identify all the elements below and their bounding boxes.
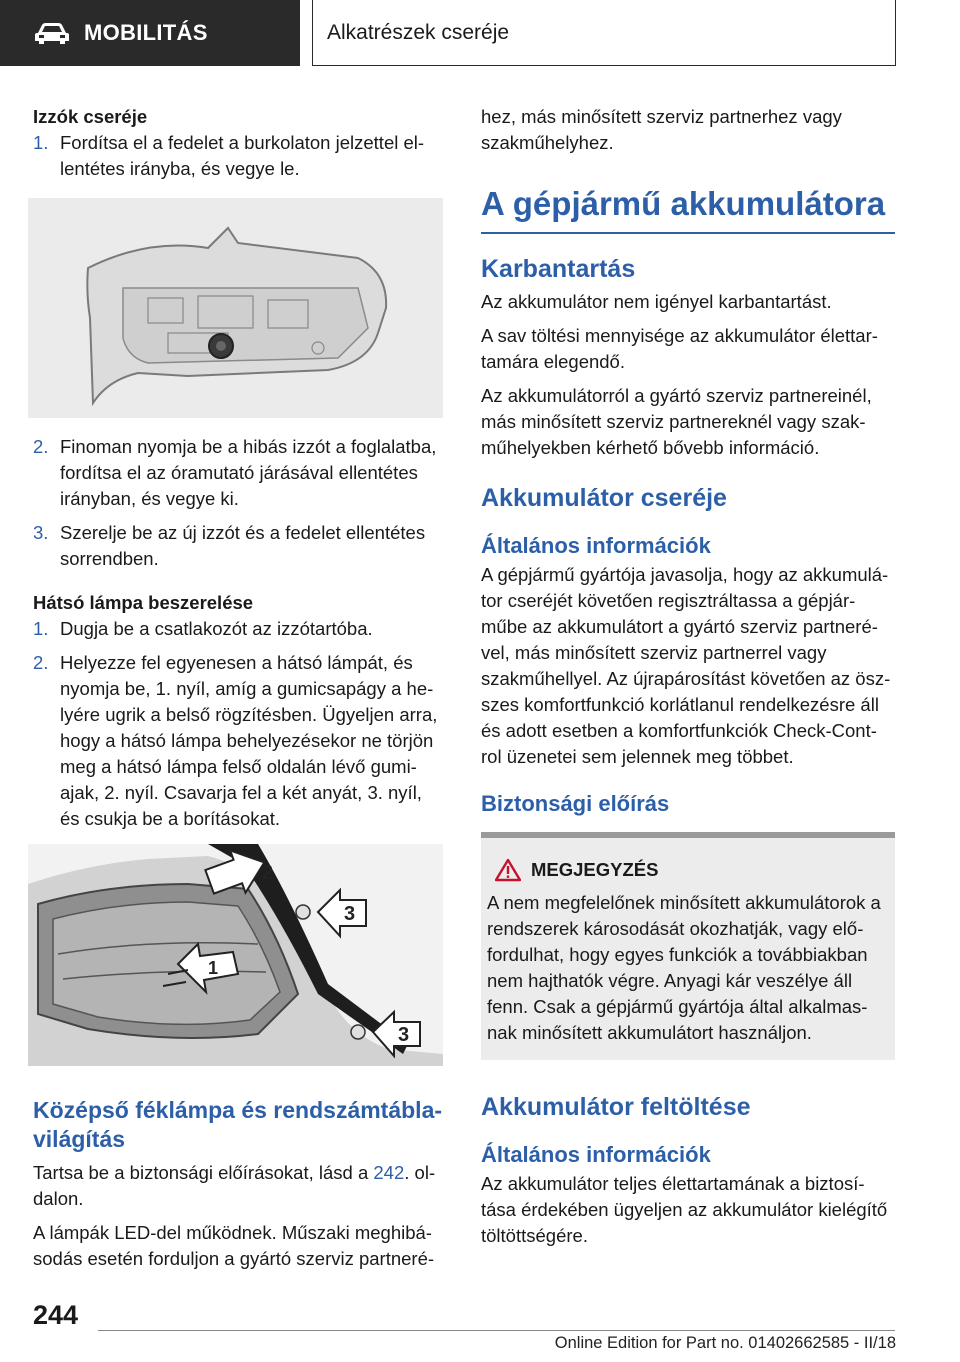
- general-info-paragraph: A gépjármű gyártója javasolja, hogy az akkumulá-tor cseréjét követően regisztráltassa a gépjár-műbe az akkumulátort a gyártó szerviz partneré-vel, más minősített szerviz partnerrel vagy szakműhellyel. Az újrapárosítást követően az ösz-szes komfortfunkció korlátlanul rendelkezésre áll és adott esetben a komfortfunkciók Check-Cont-rol üzenetei sem jelennek meg többet.: [481, 564, 891, 767]
- notice-title: [487, 858, 887, 882]
- step-text: Szerelje be az új izzót és a fedelet ellentétes sorrendben.: [60, 522, 426, 569]
- brake-light-paragraph-2: A lámpák LED-del működnek. Műszaki meghibá-sodás esetén forduljon a gyártó szerviz partneré-: [33, 1222, 435, 1269]
- arrow-label: 3: [398, 1024, 410, 1046]
- page-number: 244: [33, 1300, 79, 1330]
- step-number: 1.: [33, 132, 49, 153]
- step-text: Dugja be a csatlakozót az izzótartóba.: [60, 618, 373, 639]
- tail-lamp-cover-illustration: [28, 198, 443, 418]
- car-icon: [34, 21, 70, 45]
- charging-paragraph: Az akkumulátor teljes élettartamának a biztosí-tása érdekében ügyeljen az akkumulátor kielégítő töltöttségére.: [481, 1173, 888, 1246]
- step-text: Helyezze fel egyenesen a hátsó lámpát, és nyomja be, 1. nyíl, amíg a gumicsapágy a he-lyére ugrik a belső rögzítésben. Ügyeljen arra, hogy a hátsó lámpa behelyezésekor ne törjön meg a hátsó lámpa felső oldalán lévő gumi-ajak, 2. nyíl. Csavarja fel a két anyát, 3. nyíl, és csukja be a borításokat.: [60, 652, 438, 829]
- bulb-replacement-heading: Izzók cseréje: [33, 106, 148, 127]
- maintenance-paragraph-3: Az akkumulátorról a gyártó szerviz partnereinél, más minősített szerviz partnereknél vagy szak-műhelyekben kérhető bővebb információ.: [481, 385, 872, 458]
- continued-paragraph: hez, más minősített szerviz partnerhez vagy szakműhelyhez.: [481, 106, 842, 153]
- edition-footer: Online Edition for Part no. 01402662585 - II/18: [554, 1334, 896, 1352]
- text: . ol-dalon.: [33, 1162, 436, 1209]
- arrow-label: 1: [208, 958, 219, 978]
- tail-lamp-install-heading: Hátsó lámpa beszerelése: [33, 592, 254, 613]
- notice-label: MEGJEGYZÉS: [531, 859, 659, 880]
- page-reference-link[interactable]: 242: [373, 1162, 405, 1183]
- tail-lamp-cover-figure: [28, 198, 443, 418]
- section-title: MOBILITÁS: [84, 20, 208, 45]
- right-column: [481, 104, 895, 1249]
- notice-text: A nem megfelelőnek minősített akkumulátorok a rendszerek károsodását okozhatják, vagy elő-fordulhat, hogy egyes funkciók a továbbiakban nem hajthatók végre. Anyagi kár veszélye áll fenn. Csak a gépjármű gyártója által alkalmas-nak minősített akkumulátort használjon.: [487, 892, 881, 1043]
- footer-divider: [98, 1330, 895, 1331]
- section-tab: [0, 0, 300, 66]
- list-item: [33, 434, 445, 512]
- step-text: Finoman nyomja be a hibás izzót a foglalatba, fordítsa el az óramutató járásával ellentétes irányban, és vegye ki.: [60, 436, 437, 509]
- brake-light-heading: Középső féklámpa és rendszámtábla-világítás: [33, 1097, 443, 1152]
- battery-charging-heading: Akkumulátor feltöltése: [481, 1093, 751, 1121]
- arrow-label: 3: [344, 903, 356, 925]
- notice-box: [481, 832, 895, 1060]
- list-item: [33, 520, 445, 572]
- battery-replacement-heading: Akkumulátor cseréje: [481, 484, 727, 512]
- step-number: 1.: [33, 618, 49, 639]
- bulb-steps-list: [33, 130, 445, 182]
- text: Tartsa be a biztonsági előírásokat, lásd a: [33, 1162, 374, 1183]
- arrow-label: 2: [262, 862, 274, 884]
- warning-icon: [495, 858, 521, 882]
- maintenance-heading: Karbantartás: [481, 255, 636, 283]
- left-column: [33, 104, 445, 1272]
- tail-lamp-install-illustration: [28, 844, 443, 1066]
- battery-chapter-heading: A gépjármű akkumulátora: [481, 185, 886, 222]
- step-number: 2.: [33, 436, 49, 457]
- page-header: [0, 0, 960, 66]
- list-item: [33, 616, 445, 642]
- safety-heading: Biztonsági előírás: [481, 791, 670, 816]
- general-info-heading-2: Általános információk: [481, 1142, 711, 1167]
- install-steps-list: [33, 616, 445, 832]
- step-number: 3.: [33, 522, 49, 543]
- maintenance-paragraph-1: Az akkumulátor nem igényel karbantartást.: [481, 291, 832, 312]
- chapter-tab: [312, 0, 896, 66]
- step-text: Fordítsa el a fedelet a burkolaton jelzettel el-lentétes irányba, és vegye le.: [60, 132, 425, 179]
- bulb-steps-list-continued: [33, 434, 445, 572]
- list-item: [33, 650, 445, 832]
- tail-lamp-install-figure: [28, 844, 443, 1066]
- general-info-heading: Általános információk: [481, 533, 711, 558]
- heading-divider: [481, 232, 895, 234]
- brake-light-paragraph-1: [33, 1160, 445, 1212]
- maintenance-paragraph-2: A sav töltési mennyisége az akkumulátor élettar-tamára elegendő.: [481, 325, 878, 372]
- step-number: 2.: [33, 652, 49, 673]
- list-item: [33, 130, 445, 182]
- chapter-title: Alkatrészek cseréje: [327, 20, 510, 44]
